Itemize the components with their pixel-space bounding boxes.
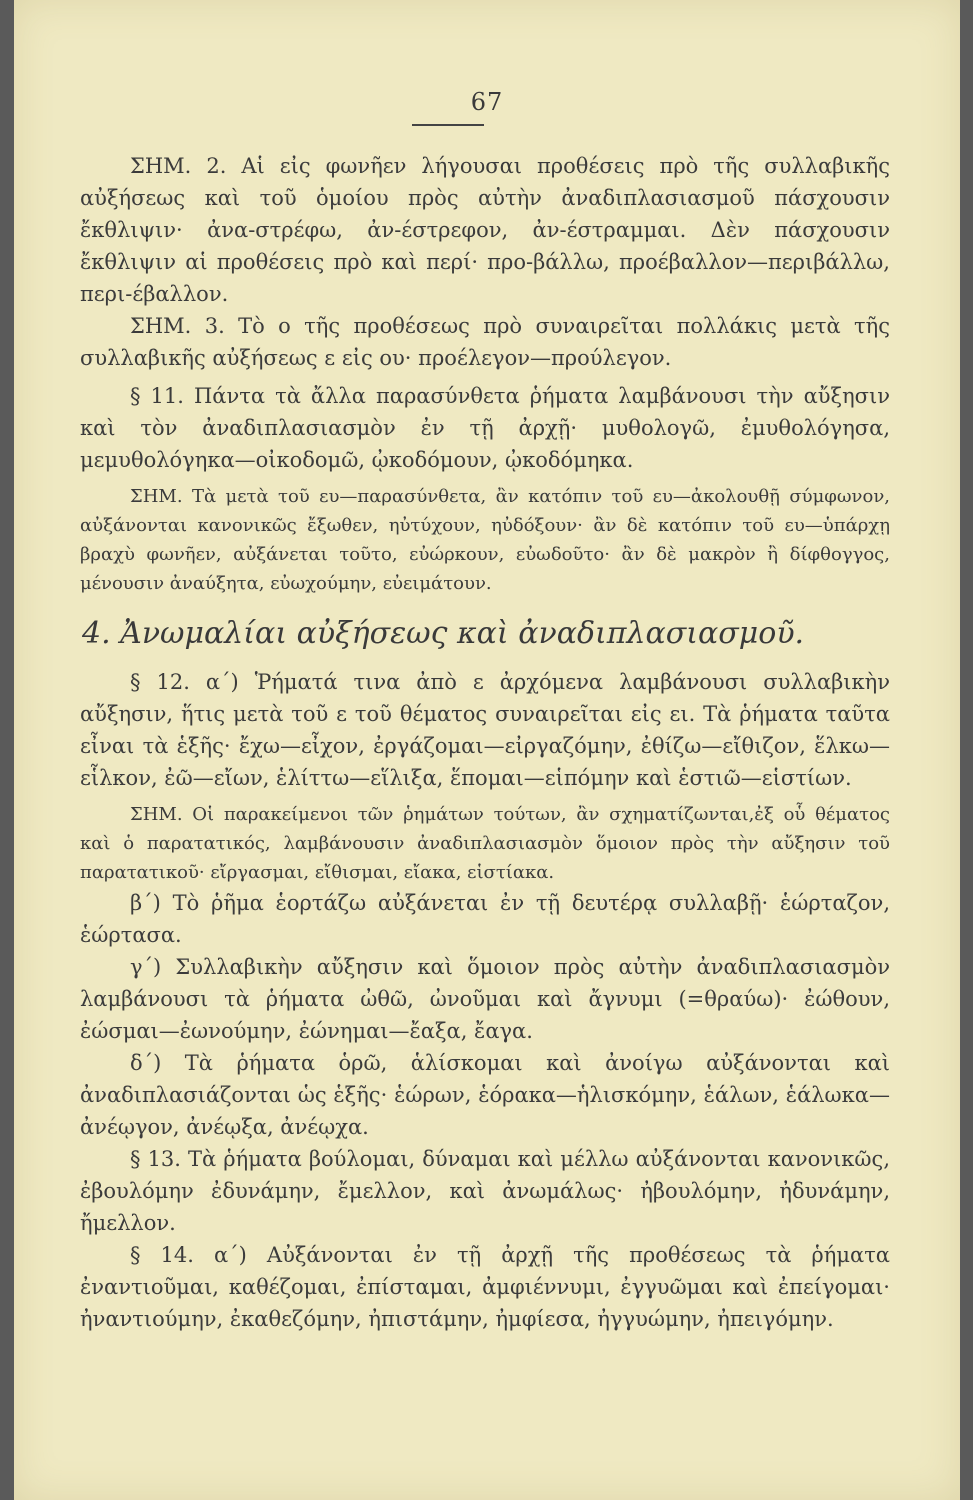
section-11-note-paragraph: ΣΗΜ. Τὰ μετὰ τοῦ ευ—παρασύνθετα, ἂν κατόπιν τοῦ ευ—ἀκολουθῇ σύμφωνον, αὐξάνονται κανονικῶς ἔξωθεν, ηὐτύχουν, ηὐδόξουν· ἂν δὲ κατόπιν τοῦ ευ—ὑπάρχῃ βραχὺ φωνῆεν, αὐξάνεται τοῦτο, εὐώρκουν, εὐωδοῦτο· ἂν δὲ μακρὸν ἢ δίφθογγος, μένουσιν ἀναύξητα, εὐωχούμην, εὐειμάτουν. [80, 486, 890, 594]
page-number: 67 [470, 88, 504, 116]
page-body [80, 150, 890, 1335]
page-number-rule [412, 124, 484, 126]
section-12-d-paragraph: δ΄) Τὰ ῥήματα ὁρῶ, ἁλίσκομαι καὶ ἀνοίγω αὐξάνονται καὶ ἀναδιπλασιάζονται ὡς ἑξῆς· ἑώρων, ἑόρακα—ἡλισκόμην, ἑάλων, ἑάλωκα—ἀνέῳγον, ἀνέῳξα, ἀνέῳχα. [80, 1051, 890, 1139]
section-12-c-paragraph: γ΄) Συλλαβικὴν αὔξησιν καὶ ὅμοιον πρὸς αὐτὴν ἀναδιπλασιασμὸν λαμβάνουσι τὰ ῥήματα ὠθῶ, ὠνοῦμαι καὶ ἄγνυμι (=θραύω)· ἐώθουν, ἐώσμαι—ἐωνούμην, ἐώνημαι—ἔαξα, ἔαγα. [80, 955, 890, 1043]
chapter-heading: 4. Ἀνωμαλίαι αὐξήσεως καὶ ἀναδιπλασιασμοῦ. [82, 616, 805, 651]
note-2-paragraph: ΣΗΜ. 2. Αἱ εἰς φωνῆεν λήγουσαι προθέσεις πρὸ τῆς συλλαβικῆς αὐξήσεως καὶ τοῦ ὁμοίου πρὸς αὐτὴν ἀναδιπλασιασμοῦ πάσχουσιν ἔκθλιψιν· ἀνα-στρέφω, ἀν-έστρεφον, ἀν-έστραμμαι. Δὲν πάσχουσιν ἔκθλιψιν αἱ προθέσεις πρὸ καὶ περί· προ-βάλλω, προέβαλλον—περιβάλλω, περι-έβαλλον. [80, 154, 890, 306]
note-3-paragraph: ΣΗΜ. 3. Τὸ ο τῆς προθέσεως πρὸ συναιρεῖται πολλάκις μετὰ τῆς συλλαβικῆς αὐξήσεως ε εἰς ου· προέλεγον—προύλεγον. [80, 314, 890, 370]
section-14-paragraph: § 14. α΄) Αὐξάνονται ἐν τῇ ἀρχῇ τῆς προθέσεως τὰ ῥήματα ἐναντιοῦμαι, καθέζομαι, ἐπίσταμαι, ἀμφιέννυμι, ἐγγυῶμαι καὶ ἐπείγομαι· ἠναντιούμην, ἐκαθεζόμην, ἠπιστάμην, ἠμφίεσα, ἠγγυώμην, ἠπειγόμην. [80, 1243, 890, 1331]
section-12-b-paragraph: β΄) Τὸ ῥῆμα ἑορτάζω αὐξάνεται ἐν τῇ δευτέρᾳ συλλαβῇ· ἑώρταζον, ἑώρτασα. [80, 891, 890, 947]
book-page [14, 0, 960, 1500]
section-12-paragraph: § 12. α΄) Ῥήματά τινα ἀπὸ ε ἀρχόμενα λαμβάνουσι συλλαβικὴν αὔξησιν, ἥτις μετὰ τοῦ ε τοῦ θέματος συναιρεῖται εἰς ει. Τὰ ῥήματα ταῦτα εἶναι τὰ ἑξῆς· ἔχω—εἶχον, ἐργάζομαι—εἰργαζόμην, ἐθίζω—εἴθιζον, ἕλκω—εἷλκον, ἐῶ—εἴων, ἑλίττω—εἵλιξα, ἕπομαι—εἱπόμην καὶ ἑστιῶ—εἱστίων. [80, 670, 890, 790]
section-11-paragraph: § 11. Πάντα τὰ ἄλλα παρασύνθετα ῥήματα λαμβάνουσι τὴν αὔξησιν καὶ τὸν ἀναδιπλασιασμὸν ἐν τῇ ἀρχῇ· μυθολογῶ, ἐμυθολόγησα, μεμυθολόγηκα—οἰκοδομῶ, ᾠκοδόμουν, ᾠκοδόμηκα. [80, 384, 890, 472]
section-12-note-paragraph: ΣΗΜ. Οἱ παρακείμενοι τῶν ῥημάτων τούτων, ἂν σχηματίζωνται,ἐξ οὗ θέματος καὶ ὁ παρατατικός, λαμβάνουσιν ἀναδιπλασιασμὸν ὅμοιον πρὸς τὴν αὔξησιν τοῦ παρατατικοῦ· εἴργασμαι, εἴθισμαι, εἴακα, εἱστίακα. [80, 804, 890, 883]
section-13-paragraph: § 13. Τὰ ῥήματα βούλομαι, δύναμαι καὶ μέλλω αὐξάνονται κανονικῶς, ἐβουλόμην ἐδυνάμην, ἔμελλον, καὶ ἀνωμάλως· ἠβουλόμην, ἠδυνάμην, ἤμελλον. [80, 1147, 890, 1235]
